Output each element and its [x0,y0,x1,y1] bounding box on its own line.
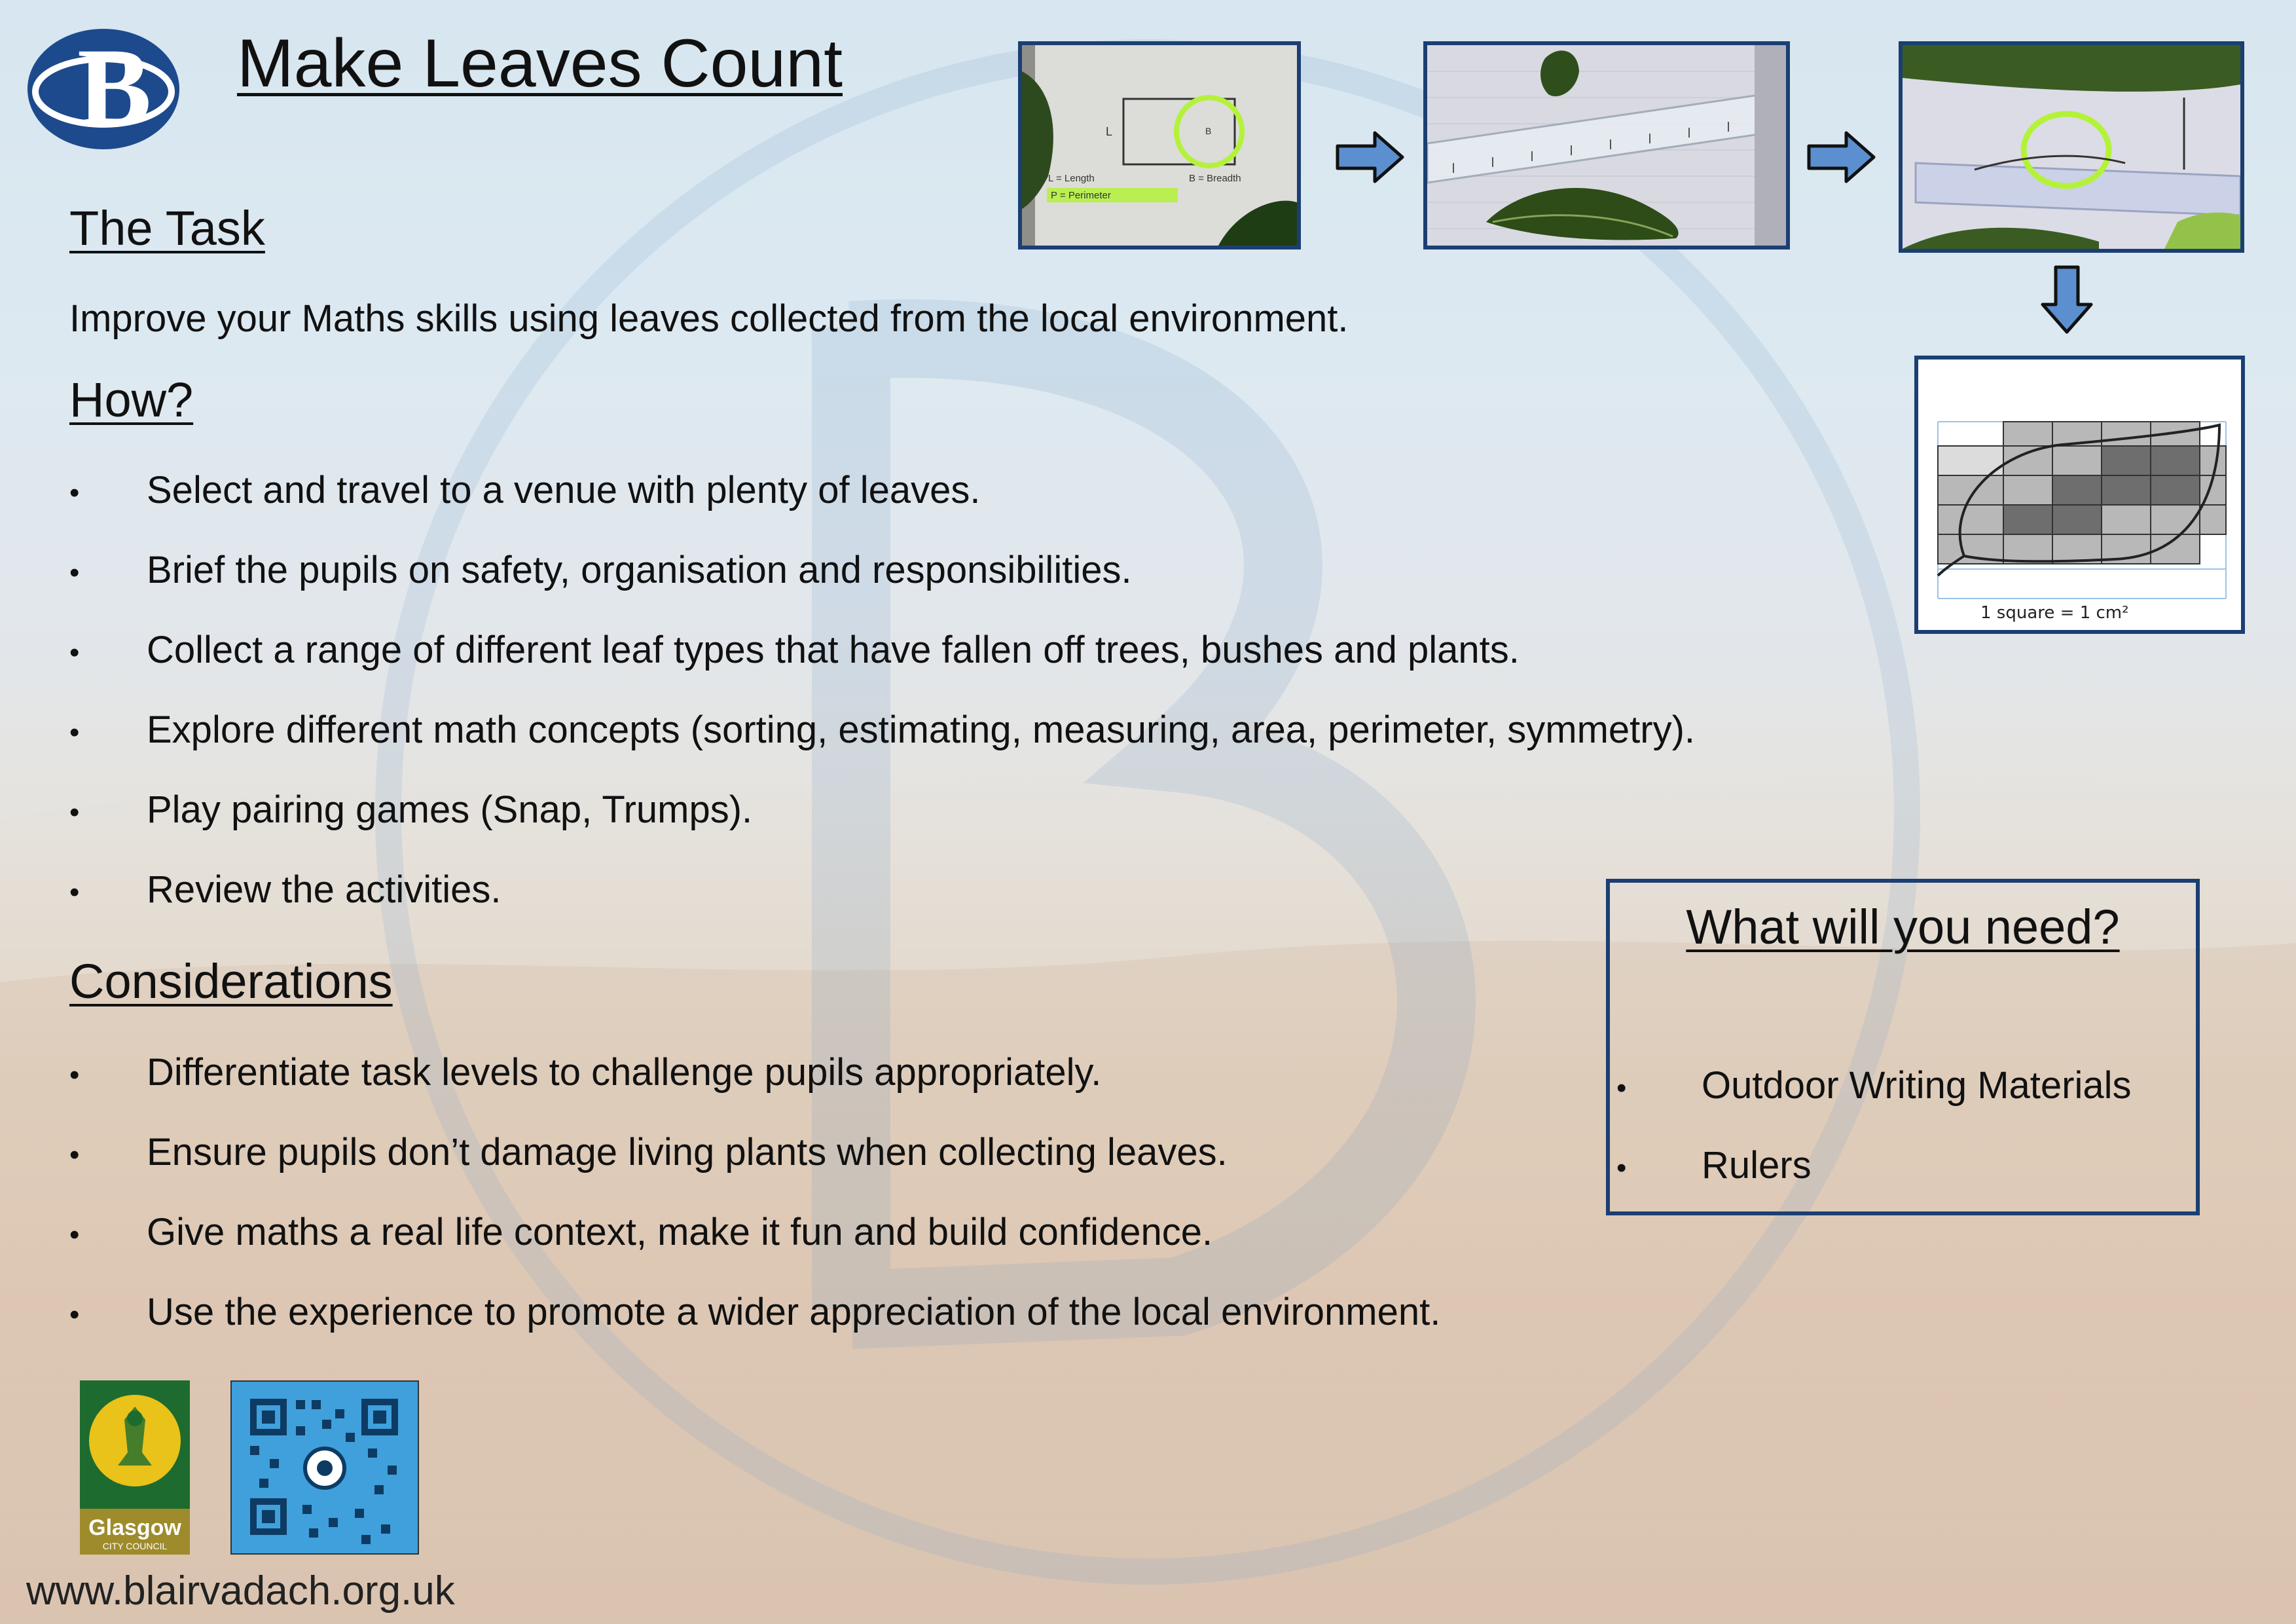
bullet-icon: • [1616,1152,1627,1184]
glasgow-council-logo [80,1380,190,1555]
page-title: Make Leaves Count [237,26,843,101]
task-text: Improve your Maths skills using leaves collected from the local environment. [69,297,1349,340]
how-heading: How? [69,373,194,427]
leaf-perimeter-photo [1899,41,2244,253]
qr-code[interactable] [230,1380,419,1555]
blairvadach-logo [25,26,182,155]
bullet-icon: • [69,477,80,509]
list-item: • Brief the pupils on safety, organisation and responsibilities. [69,549,1132,591]
svg-text:B: B [1205,126,1212,136]
leaf-area-grid [1914,356,2245,634]
list-item: • Give maths a real life context, make it fun and build confidence. [69,1211,1213,1253]
bullet-icon: • [69,796,80,828]
list-item: • Explore different math concepts (sorting, estimating, measuring, area, perimeter, symmetry). [69,709,1696,751]
considerations-list [69,1052,1440,1371]
bullet-icon: • [69,1139,80,1171]
bullet-icon: • [69,557,80,589]
svg-text:P = Perimeter: P = Perimeter [1051,190,1111,201]
svg-text:L: L [1106,125,1113,138]
list-item: • Review the activities. [69,868,501,911]
list-item: • Collect a range of different leaf types that have fallen off trees, bushes and plants. [69,629,1520,671]
leaf-measure-photo [1018,41,1301,249]
list-item: • Ensure pupils don’t damage living plants when collecting leaves. [69,1131,1228,1173]
list-item: • Differentiate task levels to challenge pupils appropriately. [69,1051,1102,1094]
svg-text:B: B [77,26,152,149]
bullet-icon: • [69,876,80,908]
website-url[interactable]: www.blairvadach.org.uk [26,1568,455,1614]
leaf-ruler-photo [1423,41,1790,249]
council-name: Glasgow [88,1515,181,1540]
arrow-right-icon [1806,128,1878,187]
svg-text:B = Breadth: B = Breadth [1189,173,1241,184]
bullet-icon: • [69,637,80,669]
council-sub: CITY COUNCIL [102,1541,168,1551]
list-item: • Rulers [1616,1144,1812,1187]
task-heading: The Task [69,201,265,255]
arrow-right-icon [1334,128,1406,187]
needs-list [1616,1065,2132,1225]
arrow-down-icon [2037,264,2096,336]
svg-text:L = Length: L = Length [1048,173,1095,184]
bullet-icon: • [69,1059,80,1091]
how-list [69,470,1695,949]
bullet-icon: • [1616,1072,1627,1104]
grid-caption: 1 square = 1 cm² [1980,603,2129,623]
needs-heading: What will you need? [1686,900,2120,954]
list-item: • Play pairing games (Snap, Trumps). [69,788,753,831]
list-item: • Use the experience to promote a wider appreciation of the local environment. [69,1291,1441,1333]
bullet-icon: • [69,1219,80,1251]
bullet-icon: • [69,1299,80,1331]
bullet-icon: • [69,716,80,748]
list-item: • Select and travel to a venue with plenty of leaves. [69,469,981,511]
list-item: • Outdoor Writing Materials [1616,1064,2132,1107]
needs-box [1606,879,2200,1215]
considerations-heading: Considerations [69,954,393,1008]
